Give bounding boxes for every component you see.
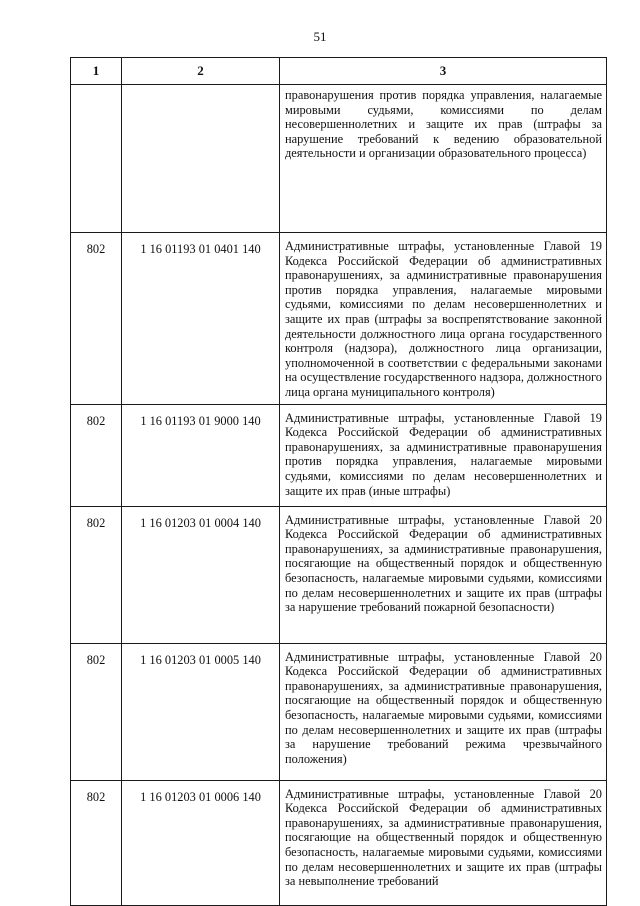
kbk-code-cell: 1 16 01203 01 0005 140 [122, 643, 280, 780]
description-cell: Административные штрафы, установленные Главой 20 Кодекса Российской Федерации об административных правонарушениях, за административные правонарушения, посягающие на общественный порядок и общественную безопасность, налагаемые мировыми судьями, комиссиями по делам несовершеннолетних и защите их прав (штрафы за нарушение требований режима чрезвычайного положения) [280, 643, 607, 780]
table-row [71, 233, 607, 405]
page-number: 51 [313, 29, 327, 44]
kbk-code-cell [122, 85, 280, 233]
header-col-2: 2 [122, 58, 280, 85]
description-cell: правонарушения против порядка управления, налагаемые мировыми судьями, комиссиями по делам несовершеннолетних и защите их прав (штрафы за нарушение требований к ведению образовательной деятельности и организации образовательного процесса) [280, 85, 607, 233]
admin-code-cell: 802 [71, 780, 122, 905]
admin-code-cell: 802 [71, 506, 122, 643]
table-row [71, 506, 607, 643]
description-cell: Административные штрафы, установленные Главой 19 Кодекса Российской Федерации об административных правонарушениях, за административные правонарушения против порядка управления, налагаемые мировыми судьями, комиссиями по делам несовершеннолетних и защите их прав (штрафы за воспрепятствование законной деятельности должностного лица органа государственного контроля (надзора), должностного лица организации, уполномоченной в соответствии с федеральными законами на осуществление государственного надзора, должностного лица органа муниципального контроля) [280, 233, 607, 405]
admin-code-cell: 802 [71, 404, 122, 506]
header-col-1: 1 [71, 58, 122, 85]
table-row [71, 404, 607, 506]
kbk-code-cell: 1 16 01193 01 0401 140 [122, 233, 280, 405]
description-cell: Административные штрафы, установленные Главой 19 Кодекса Российской Федерации об административных правонарушениях, за административные правонарушения против порядка управления, налагаемые мировыми судьями, комиссиями по делам несовершеннолетних и защите их прав (иные штрафы) [280, 404, 607, 506]
budget-codes-table [70, 57, 607, 906]
kbk-code-cell: 1 16 01203 01 0006 140 [122, 780, 280, 905]
admin-code-cell: 802 [71, 233, 122, 405]
admin-code-cell: 802 [71, 643, 122, 780]
table-row [71, 780, 607, 905]
header-col-3: 3 [280, 58, 607, 85]
admin-code-cell [71, 85, 122, 233]
kbk-code-cell: 1 16 01193 01 9000 140 [122, 404, 280, 506]
table-header-row [71, 58, 607, 85]
description-cell: Административные штрафы, установленные Главой 20 Кодекса Российской Федерации об административных правонарушениях, за административные правонарушения, посягающие на общественный порядок и общественную безопасность, налагаемые мировыми судьями, комиссиями по делам несовершеннолетних и защите их прав (штрафы за нарушение требований пожарной безопасности) [280, 506, 607, 643]
table-row-continuation [71, 85, 607, 233]
kbk-code-cell: 1 16 01203 01 0004 140 [122, 506, 280, 643]
description-cell: Административные штрафы, установленные Главой 20 Кодекса Российской Федерации об административных правонарушениях, за административные правонарушения, посягающие на общественный порядок и общественную безопасность, налагаемые мировыми судьями, комиссиями по делам несовершеннолетних и защите их прав (штрафы за невыполнение требований [280, 780, 607, 905]
table-row [71, 643, 607, 780]
